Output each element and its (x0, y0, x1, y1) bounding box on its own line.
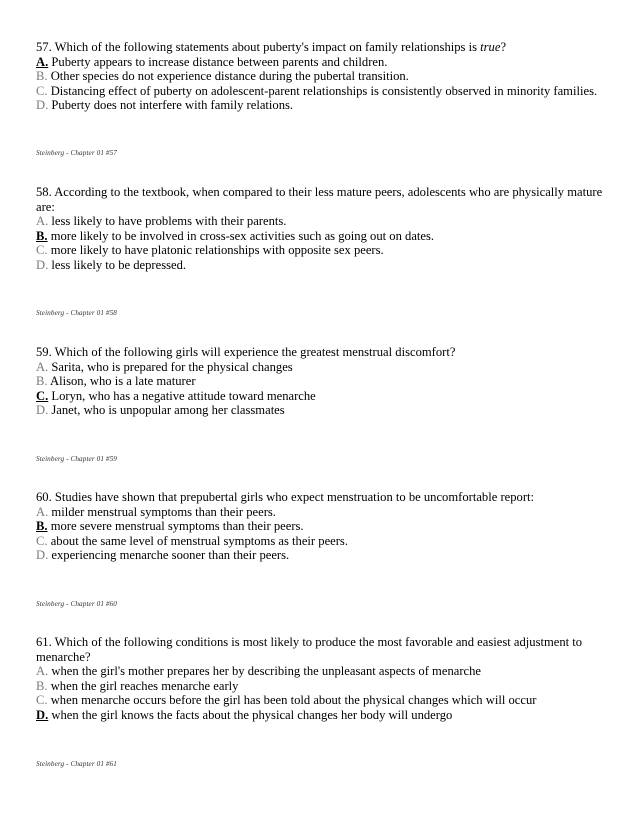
option-letter: C. (36, 243, 48, 257)
option-letter: C. (36, 533, 48, 548)
option-letter: D. (36, 403, 49, 417)
option-c: C. more likely to have platonic relationships with opposite sex peers. (36, 243, 384, 257)
option-d: D. less likely to be depressed. (36, 257, 187, 272)
option-letter: A. (36, 214, 49, 228)
question-57 (36, 40, 616, 113)
source-label: Steinberg - Chapter 01 #57 (36, 149, 117, 157)
option-letter: A. (36, 664, 49, 678)
option-letter: B. (36, 69, 48, 83)
question-stem: 60. Studies have shown that prepubertal girls who expect menstruation to be uncomfortable report: (36, 490, 535, 504)
option-d: D. Janet, who is unpopular among her classmates (36, 403, 285, 417)
emphasis-text: true (480, 40, 501, 54)
option-a: A. milder menstrual symptoms than their peers. (36, 504, 276, 519)
option-a: A. Puberty appears to increase distance between parents and children. (36, 54, 388, 69)
source-label: Steinberg - Chapter 01 #59 (36, 455, 117, 463)
question-stem: 58. According to the textbook, when compared to their less mature peers, adolescents who are physically mature are: (36, 185, 603, 214)
option-letter: A. (36, 359, 49, 374)
option-letter: C. (36, 693, 48, 707)
option-letter: B. (36, 678, 48, 693)
question-58 (36, 185, 616, 272)
correct-answer-letter: B. (36, 519, 48, 533)
option-c: C. when menarche occurs before the girl has been told about the physical changes which will occur (36, 693, 537, 707)
correct-answer-letter: A. (36, 54, 49, 69)
option-letter: D. (36, 98, 49, 112)
correct-answer-letter: C. (36, 388, 49, 403)
option-b: B. when the girl reaches menarche early (36, 678, 239, 693)
option-letter: A. (36, 504, 49, 519)
option-letter: D. (36, 548, 49, 562)
option-b: B. Alison, who is a late maturer (36, 374, 196, 388)
source-label: Steinberg - Chapter 01 #61 (36, 760, 117, 768)
correct-answer-letter: D. (36, 707, 49, 722)
question-61 (36, 635, 616, 722)
option-a: A. less likely to have problems with their parents. (36, 214, 287, 228)
option-b: B. more likely to be involved in cross-sex activities such as going out on dates. (36, 228, 435, 243)
source-label: Steinberg - Chapter 01 #60 (36, 600, 117, 608)
option-b: B. more severe menstrual symptoms than their peers. (36, 519, 304, 533)
option-d: D. experiencing menarche sooner than their peers. (36, 548, 290, 562)
question-stem: 61. Which of the following conditions is most likely to produce the most favorable and easiest adjustment to menarche? (36, 635, 583, 664)
correct-answer-letter: B. (36, 228, 48, 243)
option-letter: D. (36, 257, 49, 272)
option-c: C. Distancing effect of puberty on adolescent-parent relationships is consistently observed in minority families. (36, 83, 598, 98)
question-59 (36, 345, 616, 418)
option-a: A. Sarita, who is prepared for the physical changes (36, 359, 293, 374)
question-60 (36, 490, 616, 563)
option-d: D. Puberty does not interfere with family relations. (36, 98, 294, 112)
option-a: A. when the girl's mother prepares her by describing the unpleasant aspects of menarche (36, 664, 482, 678)
option-d: D. when the girl knows the facts about the physical changes her body will undergo (36, 707, 453, 722)
source-label: Steinberg - Chapter 01 #58 (36, 309, 117, 317)
option-b: B. Other species do not experience distance during the pubertal transition. (36, 69, 409, 83)
option-letter: B. (36, 374, 48, 388)
question-stem: 59. Which of the following girls will experience the greatest menstrual discomfort? (36, 345, 456, 359)
option-c: C. Loryn, who has a negative attitude toward menarche (36, 388, 316, 403)
question-stem: 57. Which of the following statements about puberty's impact on family relationships is true? (36, 40, 507, 54)
option-letter: C. (36, 83, 48, 98)
option-c: C. about the same level of menstrual symptoms as their peers. (36, 533, 348, 548)
